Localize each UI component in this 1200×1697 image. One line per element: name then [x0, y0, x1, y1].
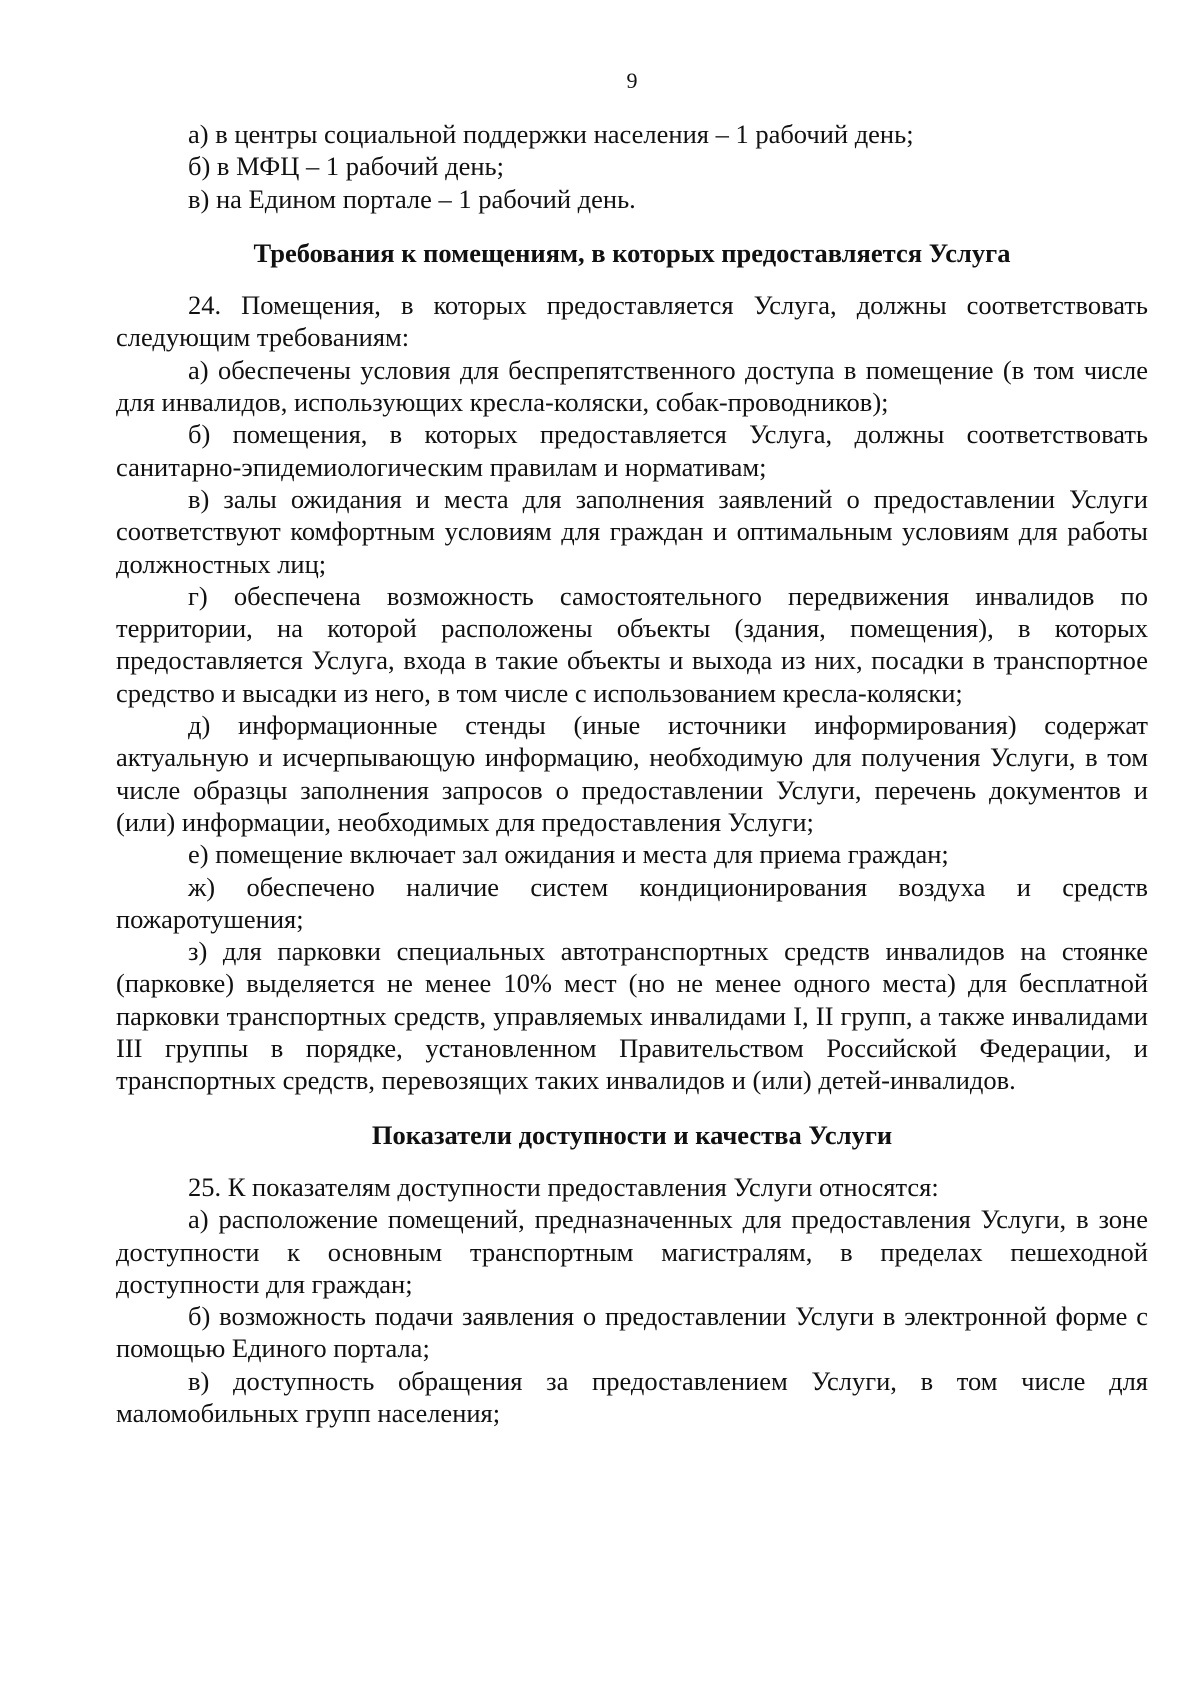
- paragraph: б) помещения, в которых предоставляется Услуга, должны соответствовать санитарно-эпидемиологическим правилам и нормативам;: [116, 419, 1148, 482]
- paragraph: в) доступность обращения за предоставлением Услуги, в том числе для маломобильных групп населения;: [116, 1365, 1148, 1428]
- page-content: [116, 118, 1148, 1429]
- paragraph: 25. К показателям доступности предоставления Услуги относятся:: [188, 1171, 939, 1202]
- list-item: б) в МФЦ – 1 рабочий день;: [188, 151, 504, 182]
- paragraph: ж) обеспечено наличие систем кондиционирования воздуха и средств пожаротушения;: [116, 871, 1148, 934]
- paragraph: е) помещение включает зал ожидания и места для приема граждан;: [188, 839, 949, 870]
- paragraph: б) возможность подачи заявления о предоставлении Услуги в электронной форме с помощью Единого портала;: [116, 1301, 1148, 1364]
- paragraph: в) залы ожидания и места для заполнения заявлений о предоставлении Услуги соответствуют комфортным условиям для граждан и оптимальным условиям для работы должностных лиц;: [116, 483, 1148, 579]
- list-item: в) на Едином портале – 1 рабочий день.: [188, 183, 636, 214]
- paragraph: д) информационные стенды (иные источники информирования) содержат актуальную и исчерпывающую информацию, необходимую для получения Услуги, в том числе образцы заполнения запросов о предоставлении Услуги, перечень документов и (или) информации, необходимых для предоставления Услуги;: [116, 710, 1148, 837]
- section-heading-premises: Требования к помещениям, в которых предоставляется Услуга: [253, 237, 1011, 268]
- paragraph: 24. Помещения, в которых предоставляется Услуга, должны соответствовать следующим требованиям:: [116, 290, 1148, 353]
- paragraph: а) расположение помещений, предназначенных для предоставления Услуги, в зоне доступности к основным транспортным магистралям, в пределах пешеходной доступности для граждан;: [116, 1204, 1148, 1299]
- intro-list: [116, 118, 1148, 215]
- paragraph: з) для парковки специальных автотранспортных средств инвалидов на стоянке (парковке) выделяется не менее 10% мест (но не менее одного места) для бесплатной парковки транспортных средств, управляемых инвалидами I, II групп, а также инвалидами III группы в порядке, установленном Правительством Российской Федерации, и транспортных средств, перевозящих таких инвалидов и (или) детей-инвалидов.: [116, 936, 1148, 1096]
- section-heading-quality: Показатели доступности и качества Услуги: [371, 1119, 893, 1150]
- page-number: 9: [626, 68, 638, 93]
- paragraph: а) обеспечены условия для беспрепятственного доступа в помещение (в том числе для инвалидов, использующих кресла-коляски, собак-проводников);: [116, 354, 1148, 418]
- paragraph: г) обеспечена возможность самостоятельного передвижения инвалидов по территории, на которой расположены объекты (здания, помещения), в которых предоставляется Услуга, входа в такие объекты и выхода из них, посадки в транспортное средство и высадки из него, в том числе с использованием кресла-коляски;: [116, 580, 1148, 708]
- list-item: а) в центры социальной поддержки населения – 1 рабочий день;: [188, 119, 914, 149]
- section-premises-body: [116, 289, 1148, 1096]
- section-quality-body: [116, 1171, 1148, 1429]
